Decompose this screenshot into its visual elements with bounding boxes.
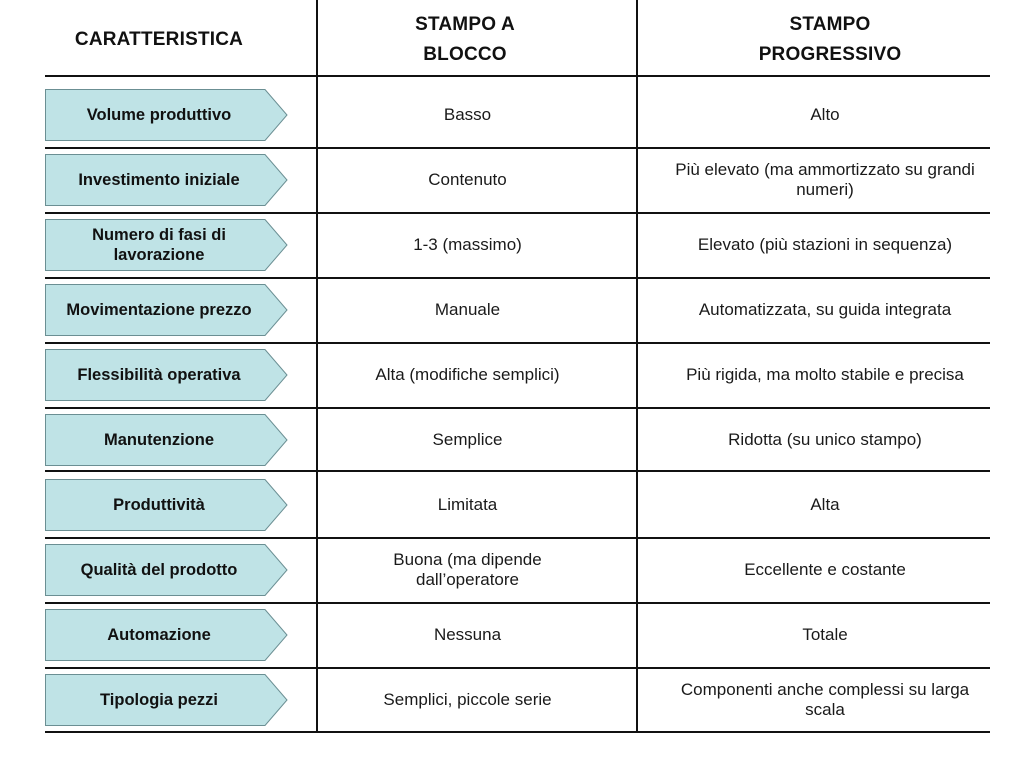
header-feature: CARATTERISTICA [74,29,244,50]
feature-label: Tipologia pezzi [100,691,218,709]
feature-tag [45,674,288,726]
row-divider [45,147,990,149]
progressive-die-value: Più elevato (ma ammortizzato su grandi numeri) [675,160,975,199]
feature-tag [45,284,288,336]
column-divider-2 [636,0,638,732]
progressive-die-value: Più rigida, ma molto stabile e precisa [686,365,964,384]
feature-label: Produttività [113,496,205,514]
feature-tag [45,479,288,531]
block-die-value: Buona (ma dipende dall’operatore [393,550,542,589]
row-divider [45,75,990,77]
block-die-value: Manuale [434,300,501,319]
block-die-value: Basso [443,105,492,124]
row-divider [45,731,990,733]
feature-label: Qualità del prodotto [80,561,238,579]
feature-tag [45,349,288,401]
row-divider [45,602,990,604]
row-divider [45,470,990,472]
progressive-die-value: Elevato (più stazioni in sequenza) [697,235,953,254]
feature-tag [45,544,288,596]
column-divider-1 [316,0,318,732]
feature-tag [45,414,288,466]
feature-label: Automazione [107,626,211,644]
feature-tag [45,609,288,661]
progressive-die-value: Automatizzata, su guida integrata [698,300,952,319]
row-divider [45,212,990,214]
row-divider [45,537,990,539]
row-divider [45,277,990,279]
feature-tag [45,154,288,206]
block-die-value: Semplici, piccole serie [383,690,552,709]
feature-label: Flessibilità operativa [77,366,241,384]
feature-label: Manutenzione [104,431,214,449]
block-die-value: Semplice [432,430,503,449]
feature-label: Volume produttivo [86,106,232,124]
feature-label: Movimentazione prezzo [66,301,252,319]
block-die-value: Alta (modifiche semplici) [375,365,560,384]
block-die-value: Contenuto [428,170,507,189]
progressive-die-value: Componenti anche complessi su larga scala [680,680,970,719]
progressive-die-value: Alto [810,105,840,124]
progressive-die-value: Totale [802,625,848,644]
row-divider [45,667,990,669]
progressive-die-value: Eccellente e costante [744,560,906,579]
progressive-die-value: Ridotta (su unico stampo) [728,430,922,449]
header-block-die: STAMPO A BLOCCO [415,14,515,65]
progressive-die-value: Alta [810,495,840,514]
header-progressive-die: STAMPO PROGRESSIVO [758,14,902,65]
row-divider [45,407,990,409]
feature-label: Investimento iniziale [78,171,240,189]
feature-label: Numero di fasi di lavorazione [92,226,226,264]
block-die-value: Limitata [437,495,498,514]
feature-tag [45,219,288,271]
block-die-value: Nessuna [433,625,502,644]
feature-tag [45,89,288,141]
row-divider [45,342,990,344]
block-die-value: 1-3 (massimo) [413,235,522,254]
